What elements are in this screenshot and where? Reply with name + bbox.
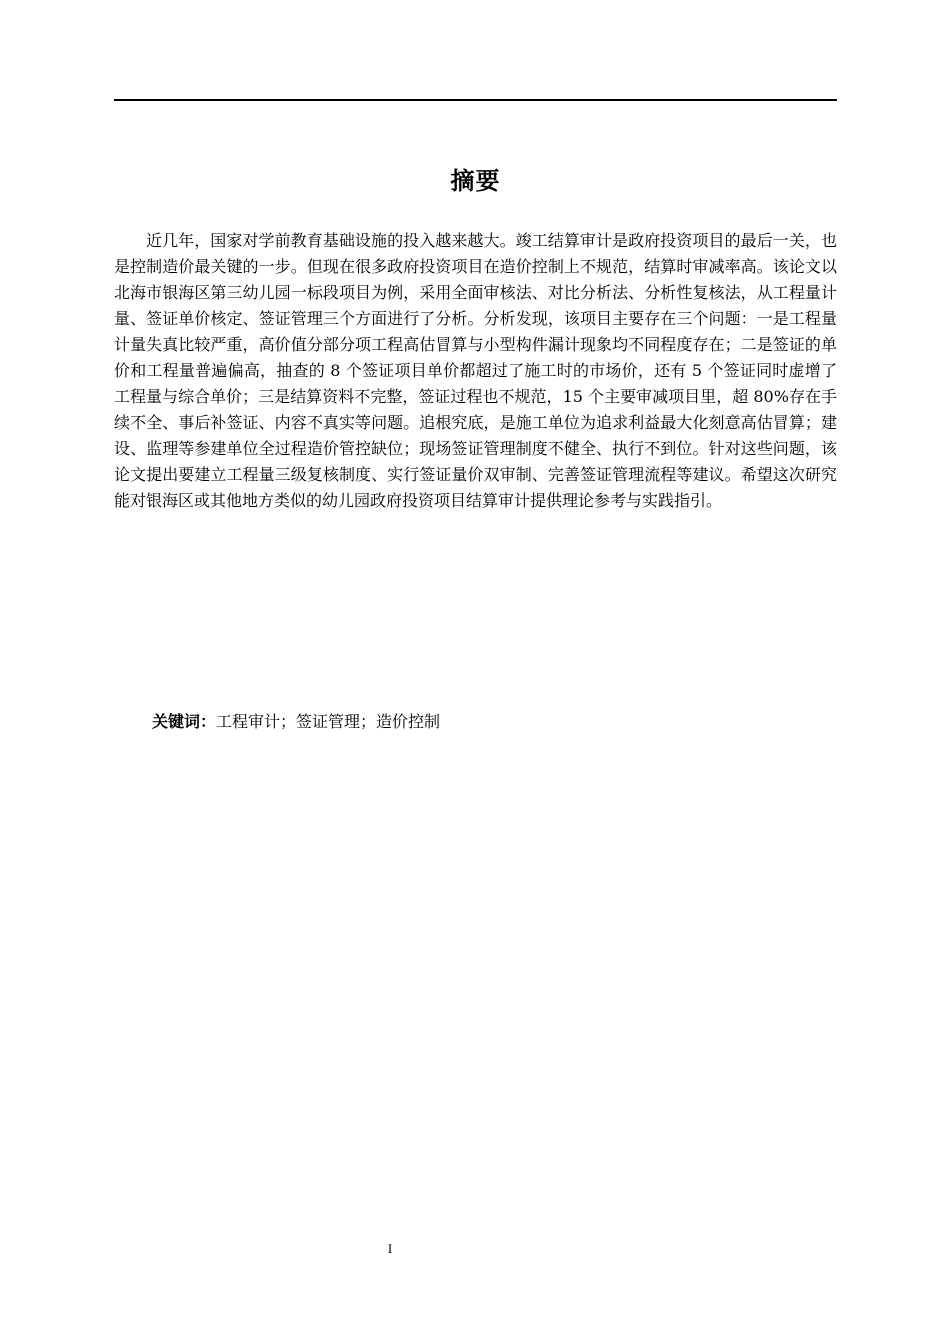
page-number: I xyxy=(387,1241,393,1256)
keywords-line xyxy=(152,708,842,736)
header-rule xyxy=(114,99,837,101)
keywords-label: 关键词： xyxy=(152,712,217,731)
abstract-paragraph: 近几年，国家对学前教育基础设施的投入越来越大。竣工结算审计是政府投资项目的最后一关，也是控制造价最关键的一步。但现在很多政府投资项目在造价控制上不规范，结算时审减率高。该论文以北海市银海区第三幼儿园一标段项目为例，采用全面审核法、对比分析法、分析性复核法，从工程量计量、签证单价核定、签证管理三个方面进行了分析。分析发现，该项目主要存在三个问题：一是工程量计量失真比较严重，高价值分部分项工程高估冒算与小型构件漏计现象均不同程度存在；二是签证的单价和工程量普遍偏高，抽查的 8 个签证项目单价都超过了施工时的市场价，还有 5 个签证同时虚增了工程量与综合单价；三是结算资料不完整，签证过程也不规范，15 个主要审减项目里，超 80%存在手续不全、事后补签证、内容不真实等问题。追根究底，是施工单位为追求利益最大化刻意高估冒算；建设、监理等参建单位全过程造价管控缺位；现场签证管理制度不健全、执行不到位。针对这些问题，该论文提出要建立工程量三级复核制度、实行签证量价双审制、完善签证管理流程等建议。希望这次研究能对银海区或其他地方类似的幼儿园政府投资项目结算审计提供理论参考与实践指引。 xyxy=(114,231,837,510)
keywords-text: 工程审计；签证管理；造价控制 xyxy=(216,712,441,731)
page-title: 摘要 xyxy=(450,167,501,195)
